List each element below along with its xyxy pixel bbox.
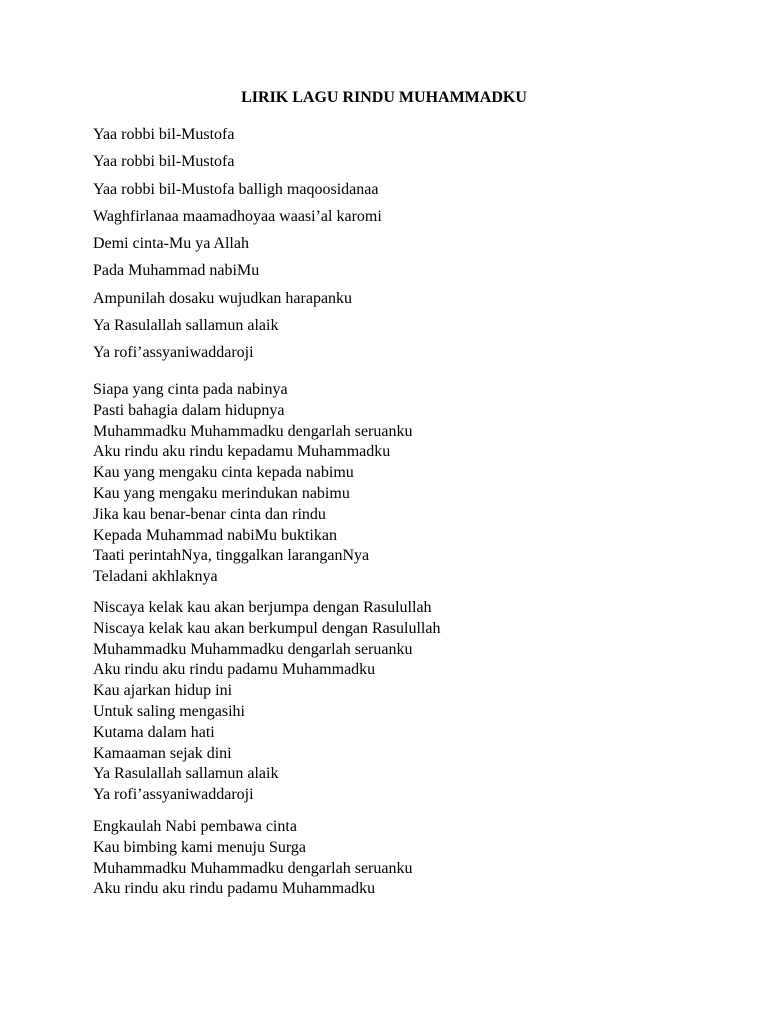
lyric-line: Ya Rasulallah sallamun alaik [93, 765, 279, 783]
lyric-line: Kepada Muhammad nabiMu buktikan [93, 526, 337, 544]
lyric-line: Demi cinta-Mu ya Allah [93, 235, 249, 253]
lyric-line: Pada Muhammad nabiMu [93, 262, 260, 280]
lyric-line: Yaa robbi bil-Mustofa balligh maqoosidanaa [93, 180, 379, 198]
lyric-line: Ya Rasulallah sallamun alaik [93, 317, 279, 335]
lyric-line: Aku rindu aku rindu padamu Muhammadku [93, 661, 376, 679]
lyric-line: Kau bimbing kami menuju Surga [93, 838, 307, 856]
lyric-line: Kamaaman sejak dini [93, 744, 232, 762]
lyric-line: Ya rofi’assyaniwaddaroji [93, 344, 254, 362]
stanza-3 [93, 817, 412, 900]
stanza-2 [93, 598, 440, 806]
lyric-line: Aku rindu aku rindu kepadamu Muhammadku [93, 443, 391, 461]
lyric-line: Ampunilah dosaku wujudkan harapanku [93, 289, 353, 307]
lyric-line: Jika kau benar-benar cinta dan rindu [93, 505, 326, 523]
lyric-line: Kutama dalam hati [93, 723, 215, 741]
intro-stanza [93, 125, 382, 371]
lyric-line: Kau yang mengaku cinta kepada nabimu [93, 464, 354, 482]
lyric-line: Ya rofi’assyaniwaddaroji [93, 786, 254, 804]
document-title: LIRIK LAGU RINDU MUHAMMADKU [241, 89, 527, 106]
lyric-line: Muhammadku Muhammadku dengarlah seruanku [93, 859, 413, 877]
lyric-line: Yaa robbi bil-Mustofa [93, 153, 235, 171]
lyric-line: Muhammadku Muhammadku dengarlah seruanku [93, 422, 413, 440]
lyric-line: Aku rindu aku rindu padamu Muhammadku [93, 880, 376, 898]
lyric-line: Kau yang mengaku merindukan nabimu [93, 484, 350, 502]
lyric-line: Untuk saling mengasihi [93, 702, 245, 720]
lyric-line: Engkaulah Nabi pembawa cinta [93, 818, 297, 835]
lyric-line: Muhammadku Muhammadku dengarlah seruanku [93, 640, 413, 658]
lyric-line: Pasti bahagia dalam hidupnya [93, 401, 285, 419]
lyric-line: Kau ajarkan hidup ini [93, 682, 233, 700]
lyric-line: Taati perintahNya, tinggalkan laranganNya [93, 547, 370, 565]
lyric-line: Teladani akhlaknya [93, 568, 218, 586]
lyric-line: Waghfirlanaa maamadhoyaa waasi’al karomi [93, 207, 382, 225]
stanza-1 [93, 380, 412, 588]
lyric-line: Niscaya kelak kau akan berkumpul dengan Rasulullah [93, 619, 441, 637]
lyric-line: Niscaya kelak kau akan berjumpa dengan Rasulullah [93, 599, 432, 616]
lyric-line: Siapa yang cinta pada nabinya [93, 381, 288, 398]
lyric-line: Yaa robbi bil-Mustofa [93, 126, 235, 143]
